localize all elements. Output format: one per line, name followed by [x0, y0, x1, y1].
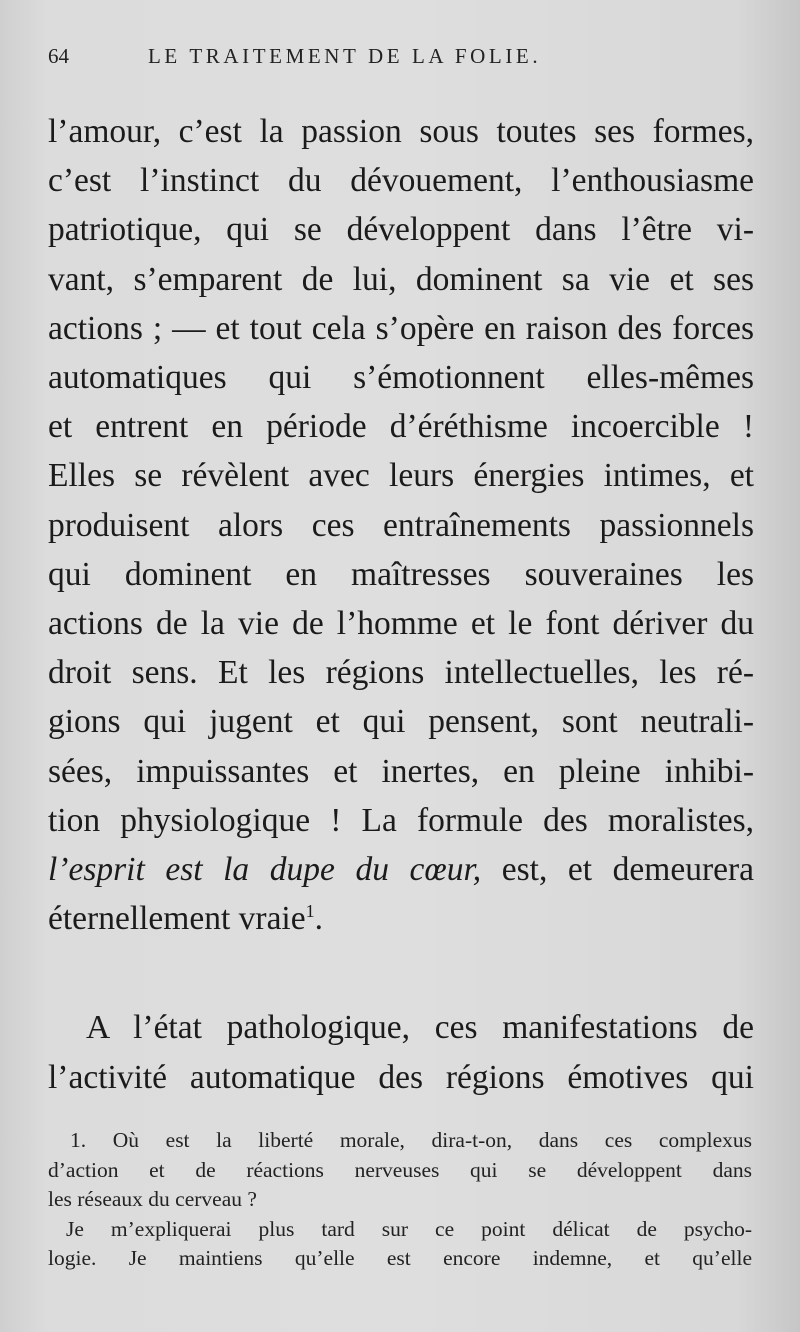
last-line-end: . [314, 900, 323, 938]
text-line: patriotique, qui se développent dans l’être vi- [48, 211, 754, 249]
text-line: qui dominent en maîtresses souveraines les [48, 555, 754, 593]
running-title: LE TRAITEMENT DE LA FOLIE. [148, 44, 542, 68]
italic-quote: l’esprit est la dupe du cœur, [48, 851, 482, 889]
text-line: produisent alors ces entraînements passionnels [48, 506, 754, 544]
text-line: actions de la vie de l’homme et le font dériver du [48, 605, 754, 643]
text-line: Elles se révèlent avec leurs énergies intimes, et [48, 457, 754, 495]
text-line-last [48, 894, 754, 943]
footnote-block [48, 1126, 752, 1274]
footnote-line: 1. Où est la liberté morale, dira-t-on, dans ces complexus [70, 1128, 752, 1152]
text-line: l’amour, c’est la passion sous toutes ses formes, [48, 113, 754, 150]
text-line: c’est l’instinct du dévouement, l’enthousiasme [48, 162, 754, 200]
text-line: tion physiologique ! La formule des moralistes, [48, 801, 754, 839]
last-line-text: éternellement vraie [48, 900, 306, 938]
text-line: droit sens. Et les régions intellectuelles, les ré- [48, 654, 754, 692]
text-line-with-quote [48, 845, 754, 894]
text-line: automatiques qui s’émotionnent elles-mêmes [48, 359, 754, 397]
text-line: actions ; — et tout cela s’opère en raison des forces [48, 309, 754, 347]
footnote-line: logie. Je maintiens qu’elle est encore indemne, et qu’elle [48, 1246, 752, 1271]
text-line: vant, s’emparent de lui, dominent sa vie et ses [48, 260, 754, 298]
main-text [48, 107, 754, 1102]
text-line: gions qui jugent et qui pensent, sont neutrali- [48, 703, 754, 741]
page-number: 64 [48, 44, 69, 68]
footnote-line: Je m’expliquerai plus tard sur ce point délicat de psycho- [66, 1216, 752, 1241]
text-line: sées, impuissantes et inertes, en pleine inhibi- [48, 752, 754, 790]
text-line: et entrent en période d’éréthisme incoercible ! [48, 408, 754, 446]
footnote-line: les réseaux du cerveau ? [48, 1187, 257, 1212]
text-line: l’activité automatique des régions émotives qui [48, 1058, 754, 1096]
quote-continuation: est, et demeurera [481, 851, 755, 889]
footnote-marker: 1 [305, 901, 315, 922]
page-header [48, 44, 752, 74]
paragraph-gap [48, 943, 754, 1003]
footnote-line: d’action et de réactions nerveuses qui se développent dans [48, 1157, 752, 1182]
text-line: A l’état pathologique, ces manifestations de [86, 1009, 754, 1047]
